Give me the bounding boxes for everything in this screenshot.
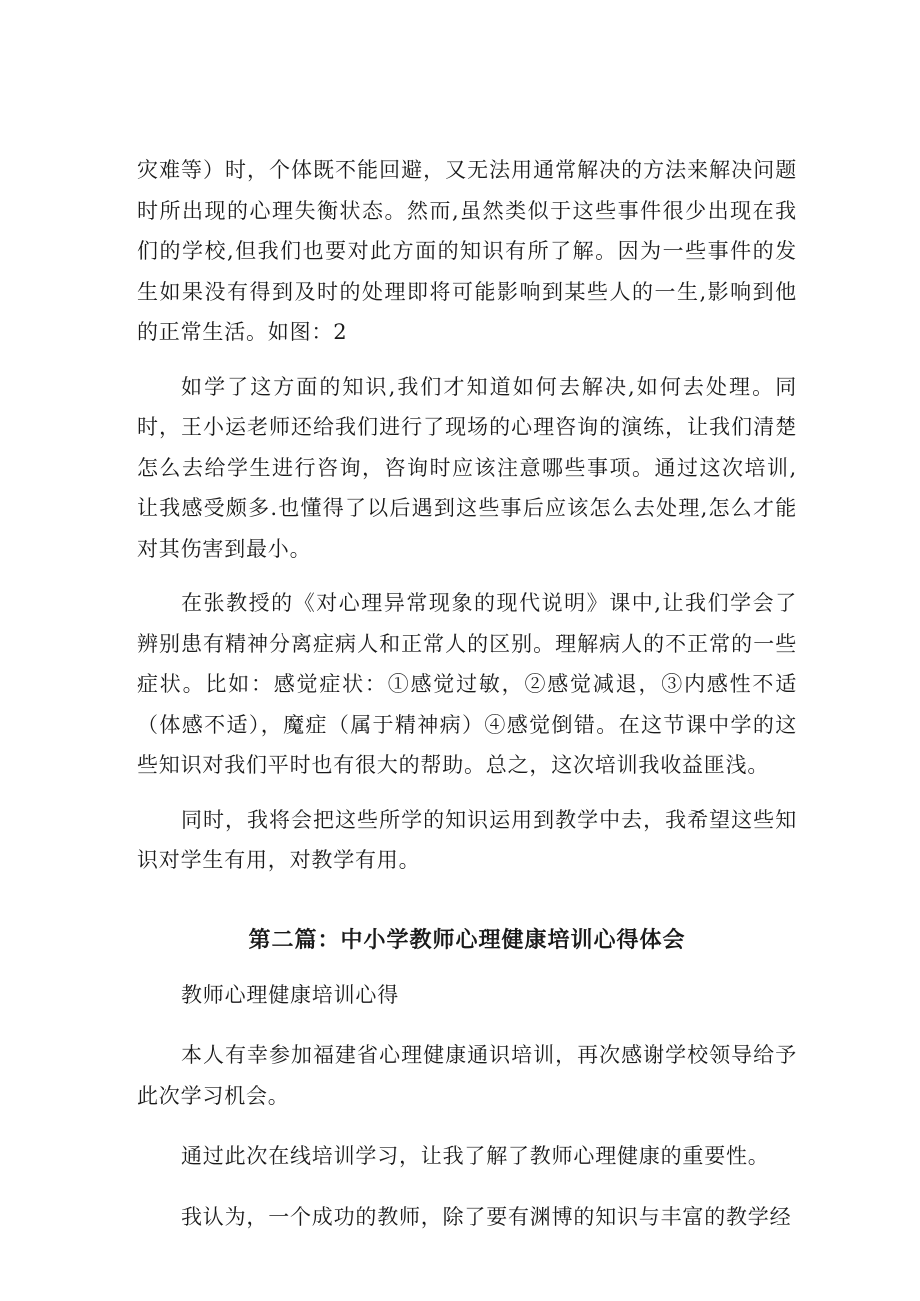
paragraph-online-training: 通过此次在线培训学习，让我了解了教师心理健康的重要性。 xyxy=(181,1144,770,1168)
paragraph-wang-xiaoyun: 如学了这方面的知识,我们才知道如何去解决,如何去处理。同时，王小运老师还给我们进行了现场的心理咨询的演练，让我们清楚怎么去给学生进行咨询，咨询时应该注意哪些事项。通过这次培训,让我感受颇多.也懂得了以后遇到这些事后应该怎么去处理,怎么才能对其伤害到最小。 xyxy=(137,374,797,561)
paragraph-professor-zhang: 在张教授的《对心理异常现象的现代说明》课中,让我们学会了辨别患有精神分离症病人和正常人的区别。理解病人的不正常的一些症状。比如：感觉症状：①感觉过敏，②感觉减退，③内感性不适（体感不适），魔症（属于精神病）④感觉倒错。在这节课中学的这些知识对我们平时也有很大的帮助。总之，这次培训我收益匪浅。 xyxy=(137,591,797,777)
section-heading: 第二篇：中小学教师心理健康培训心得体会 xyxy=(248,927,686,953)
paragraph-subtitle: 教师心理健康培训心得 xyxy=(181,982,399,1007)
document-page xyxy=(137,150,797,1237)
paragraph-successful-teacher: 我认为，一个成功的教师，除了要有渊博的知识与丰富的教学经 xyxy=(181,1204,792,1229)
paragraph-crisis-definition: 灾难等）时，个体既不能回避，又无法用通常解决的方法来解决问题时所出现的心理失衡状态。然而,虽然类似于这些事件很少出现在我们的学校,但我们也要对此方面的知识有所了解。因为一些事件的发生如果没有得到及时的处理即将可能影响到某些人的一生,影响到他的正常生活。如图：2 xyxy=(137,158,797,344)
paragraph-conclusion: 同时，我将会把这些所学的知识运用到教学中去，我希望这些知识对学生有用，对教学有用。 xyxy=(137,807,797,872)
paragraph-opportunity: 本人有幸参加福建省心理健康通识培训，再次感谢学校领导给予此次学习机会。 xyxy=(137,1043,797,1108)
